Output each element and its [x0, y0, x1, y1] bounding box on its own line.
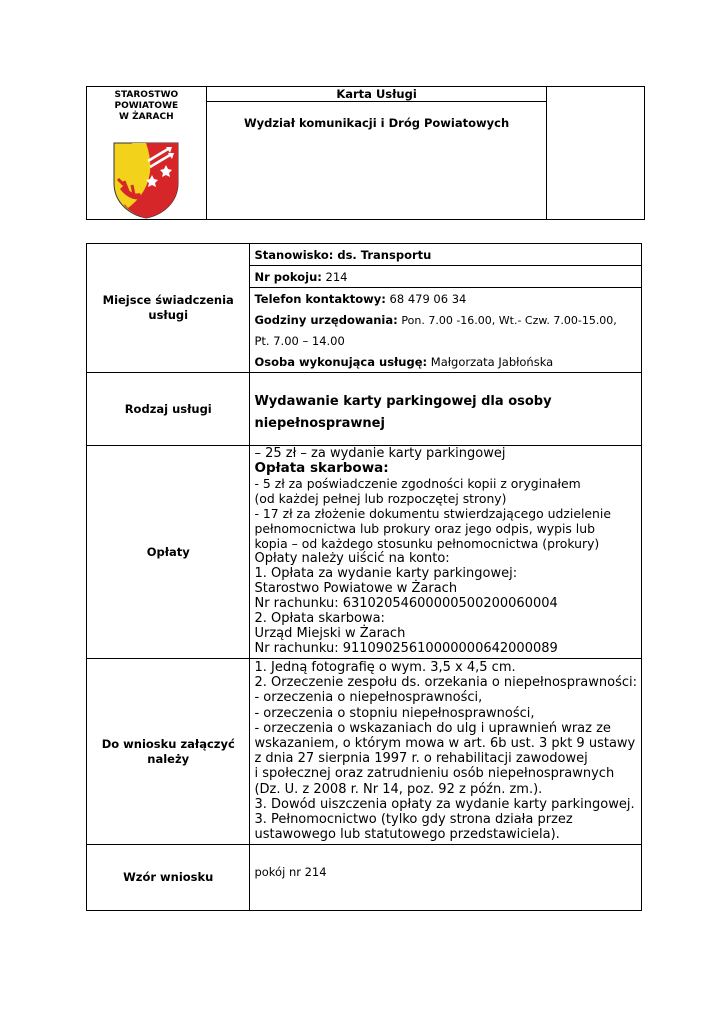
room-key: Nr pokoju: [254, 269, 322, 284]
attachments-content [250, 659, 642, 845]
attachment-line: ustawowego lub statutowego przedstawiciela). [254, 827, 560, 843]
attachment-line: z dnia 27 sierpnia 1997 r. o rehabilitacji zawodowej [254, 751, 588, 767]
fee-line: - 5 zł za poświadczenie zgodności kopii z oryginałem [254, 476, 581, 491]
attachment-line: i społecznej oraz zatrudnieniu osób niepełnosprawnych [254, 766, 615, 782]
fees-label: Opłaty [87, 446, 250, 659]
attachment-line: - orzeczenia o niepełnosprawności, [254, 690, 483, 706]
attachment-line: - orzeczenia o stopniu niepełnosprawności, [254, 705, 535, 721]
fee-line: Nr rachunku: 63102054600000500200060004 [254, 596, 558, 611]
fee-line: - 17 zł za złożenie dokumentu stwierdzającego udzielenie [254, 506, 611, 521]
attachments-label [87, 659, 250, 845]
office-name-line: STAROSTWO [114, 90, 179, 100]
office-name-line: W ŻARACH [119, 112, 174, 122]
attachment-line: 3. Pełnomocnictwo (tylko gdy strona działa przez [254, 812, 573, 828]
fee-line: Opłata skarbowa: [254, 460, 389, 476]
attachment-line: 2. Orzeczenie zespołu ds. orzekania o niepełnosprawności: [254, 675, 637, 691]
attachments-label-line: Do wniosku załączyć [101, 736, 235, 751]
fee-line: kopia – od każdego stosunku pełnomocnictwa (prokury) [254, 536, 600, 551]
fee-line: 1. Opłata za wydanie karty parkingowej: [254, 566, 518, 581]
attachment-line: - orzeczenia o wskazaniach do ulg i uprawnień wraz ze [254, 720, 611, 736]
fee-line: Opłaty należy uiścić na konto: [254, 551, 450, 566]
card-title: Karta Usługi [206, 87, 547, 102]
fees-content [250, 446, 642, 659]
hours-key: Godziny urzędowania: [254, 312, 398, 327]
hours-info [250, 309, 642, 330]
person-info [250, 351, 642, 373]
service-table [86, 243, 642, 911]
fee-line: pełnomocnictwa lub prokury oraz jego odpis, wypis lub [254, 521, 595, 536]
phone-info [250, 288, 642, 310]
office-cell [87, 87, 207, 220]
coat-of-arms-icon [112, 141, 180, 219]
place-label: Miejsce świadczenia usługi [87, 244, 250, 373]
position-info: Stanowisko: ds. Transportu [250, 244, 642, 266]
person-key: Osoba wykonująca usługę: [254, 354, 428, 369]
service-line: Wydawanie karty parkingowej dla osoby [254, 394, 552, 409]
phone-key: Telefon kontaktowy: [254, 291, 386, 306]
fee-line: Urząd Miejski w Żarach [254, 626, 406, 641]
fee-line: – 25 zł – za wydanie karty parkingowej [254, 446, 506, 461]
attachment-line: 3. Dowód uiszczenia opłaty za wydanie karty parkingowej. [254, 796, 635, 812]
header-table [86, 86, 645, 220]
hours-value: Pon. 7.00 -16.00, Wt.- Czw. 7.00-15.00, [401, 313, 617, 327]
fee-line: (od każdej pełnej lub rozpoczętej strony) [254, 491, 507, 506]
fee-line: Nr rachunku: 91109025610000000642000089 [254, 641, 558, 656]
attachment-line: (Dz. U. z 2008 r. Nr 14, poz. 92 z późn. zm.). [254, 781, 543, 797]
phone-value: 68 479 06 34 [389, 291, 467, 306]
blank-cell [547, 87, 645, 220]
attachment-line: wskazaniem, o którym mowa w art. 6b ust. 3 pkt 9 ustawy [254, 736, 636, 752]
room-info [250, 266, 642, 288]
room-value: 214 [325, 269, 348, 284]
attachments-label-line: należy [147, 751, 190, 766]
form-value: pokój nr 214 [250, 845, 642, 911]
service-label: Rodzaj usługi [87, 373, 250, 446]
person-value: Małgorzata Jabłońska [430, 354, 554, 369]
fee-line: 2. Opłata skarbowa: [254, 611, 385, 626]
office-name-line: POWIATOWE [114, 101, 179, 111]
fee-line: Starostwo Powiatowe w Żarach [254, 581, 458, 596]
hours-info-2: Pt. 7.00 – 14.00 [250, 330, 642, 351]
attachment-line: 1. Jedną fotografię o wym. 3,5 x 4,5 cm. [254, 660, 516, 675]
service-name [250, 373, 642, 446]
department-name: Wydział komunikacji i Dróg Powiatowych [206, 102, 547, 220]
form-label: Wzór wniosku [87, 845, 250, 911]
service-line: niepełnosprawnej [254, 416, 385, 431]
